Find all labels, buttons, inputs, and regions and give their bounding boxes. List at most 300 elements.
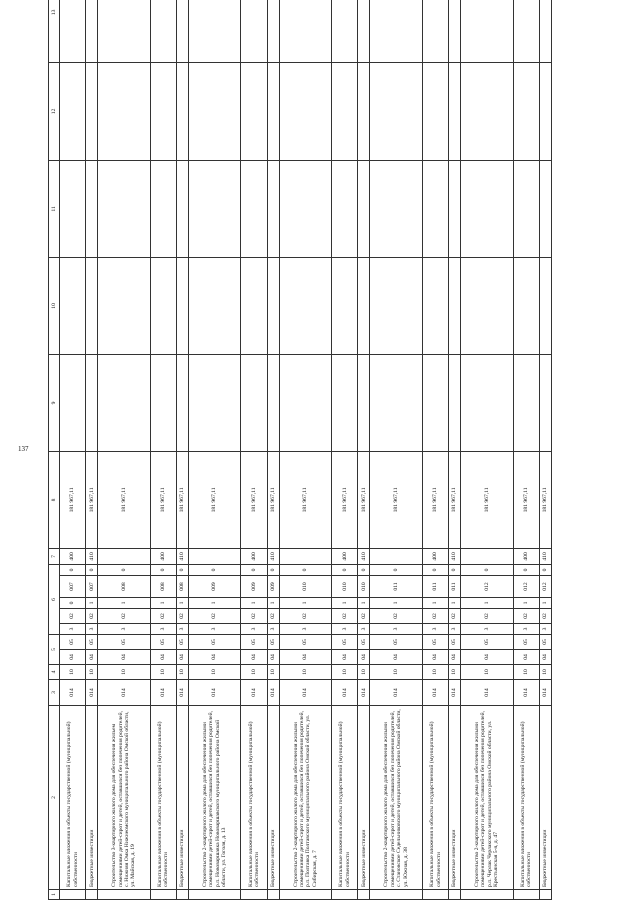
col-header-6: 6: [49, 564, 60, 634]
ministry-code-cell: 014: [461, 680, 514, 706]
row-index-cell: [422, 890, 448, 900]
item-name-cell: Строительство 3-квартирного жилого дома для обеспечения жильем помещениями детей-сирот и детей, оставшихся без попечения родителей, с. Нижняя Омка Нижнеомского муниципального района Омской области, ул. Майская, д. 19: [98, 706, 151, 890]
target-code-part-cell: 1: [86, 597, 98, 608]
target-code-part-cell: 1: [241, 597, 267, 608]
empty-cell: [267, 0, 279, 62]
target-code-part-cell: 0: [241, 564, 267, 575]
budget-table: [48, 0, 552, 900]
target-code-part-cell: 0: [60, 564, 86, 575]
empty-cell: [370, 257, 423, 354]
target-code-part-cell: 0: [86, 564, 98, 575]
empty-cell: [332, 0, 358, 62]
empty-cell: [86, 0, 98, 62]
expense-type-cell: [188, 548, 241, 564]
target-code-part-cell: 1: [422, 597, 448, 608]
target-code-part-cell: 05: [358, 634, 370, 649]
table-row: [539, 0, 551, 900]
col-header-10: 10: [49, 257, 60, 354]
target-code-part-cell: 009: [267, 575, 279, 597]
table-row: [188, 0, 241, 900]
table-row: [150, 0, 176, 900]
section-code-cell: 10: [177, 665, 189, 680]
target-code-part-cell: 1: [98, 597, 151, 608]
item-name-cell: Строительство 2-квартирного жилого дома для обеспечения жилыми помещениями детей-сирот и детей, оставшихся без попечения родителей, с. Становское Седельниковского муниципального района Омской области, ул. Южная, д. 38: [370, 706, 423, 890]
table-row: [86, 0, 98, 900]
expense-type-cell: 410: [358, 548, 370, 564]
target-code-part-cell: 009: [188, 575, 241, 597]
item-name-cell: Строительство 2-квартирного жилого дома для обеспечения жилыми помещениями детей-сирот и детей, оставшихся без попечения родителей, р.п. Полтавка Полтавского муниципального района Омской области, ул. Сибирская, д. 7: [279, 706, 332, 890]
empty-cell: [358, 354, 370, 451]
empty-cell: [241, 160, 267, 257]
target-code-part-cell: 05: [539, 634, 551, 649]
target-code-part-cell: 008: [98, 575, 151, 597]
empty-cell: [449, 0, 461, 62]
amount-cell: 181 967,11: [267, 451, 279, 548]
amount-cell: 181 967,11: [241, 451, 267, 548]
empty-cell: [422, 0, 448, 62]
col-header-4: 4: [49, 665, 60, 680]
empty-cell: [513, 62, 539, 160]
ministry-code-cell: 014: [358, 680, 370, 706]
empty-cell: [150, 160, 176, 257]
target-code-part-cell: 02: [422, 608, 448, 623]
col-header-7: 7: [49, 548, 60, 564]
ministry-code-cell: 014: [332, 680, 358, 706]
empty-cell: [279, 62, 332, 160]
section-code-cell: 10: [422, 665, 448, 680]
subsection-code-cell: 04: [86, 650, 98, 665]
target-code-part-cell: 3: [241, 623, 267, 634]
amount-cell: 181 967,11: [358, 451, 370, 548]
empty-cell: [461, 0, 514, 62]
empty-cell: [370, 160, 423, 257]
empty-cell: [60, 160, 86, 257]
subsection-code-cell: 04: [150, 650, 176, 665]
budget-table-rotated: [48, 9, 552, 900]
col-header-13: 13: [49, 0, 60, 62]
ministry-code-cell: 014: [279, 680, 332, 706]
empty-cell: [188, 62, 241, 160]
row-index-cell: [513, 890, 539, 900]
col-header-5: 5: [49, 634, 60, 664]
target-code-part-cell: 009: [241, 575, 267, 597]
empty-cell: [422, 62, 448, 160]
expense-type-cell: [461, 548, 514, 564]
target-code-part-cell: 3: [370, 623, 423, 634]
target-code-part-cell: 3: [539, 623, 551, 634]
empty-cell: [86, 354, 98, 451]
col-header-8: 8: [49, 451, 60, 548]
section-code-cell: 10: [513, 665, 539, 680]
target-code-part-cell: 3: [358, 623, 370, 634]
amount-cell: 181 967,11: [370, 451, 423, 548]
empty-cell: [279, 354, 332, 451]
target-code-part-cell: 05: [513, 634, 539, 649]
target-code-part-cell: 02: [188, 608, 241, 623]
ministry-code-cell: 014: [98, 680, 151, 706]
target-code-part-cell: 05: [279, 634, 332, 649]
table-row: [279, 0, 332, 900]
empty-cell: [422, 354, 448, 451]
ministry-code-cell: 014: [150, 680, 176, 706]
empty-cell: [449, 62, 461, 160]
expense-type-cell: 410: [539, 548, 551, 564]
empty-cell: [449, 354, 461, 451]
empty-cell: [241, 354, 267, 451]
row-index-cell: [358, 890, 370, 900]
subsection-code-cell: 04: [539, 650, 551, 665]
amount-cell: 181 967,11: [86, 451, 98, 548]
target-code-part-cell: 1: [188, 597, 241, 608]
target-code-part-cell: 05: [60, 634, 86, 649]
expense-type-cell: [279, 548, 332, 564]
target-code-part-cell: 3: [86, 623, 98, 634]
target-code-part-cell: 02: [279, 608, 332, 623]
item-name-cell: Капитальные вложения в объекты государственной (муниципальной) собственности: [332, 706, 358, 890]
target-code-part-cell: 008: [177, 575, 189, 597]
target-code-part-cell: 1: [279, 597, 332, 608]
target-code-part-cell: 1: [358, 597, 370, 608]
target-code-part-cell: 05: [370, 634, 423, 649]
empty-cell: [60, 257, 86, 354]
ministry-code-cell: 014: [370, 680, 423, 706]
expense-type-cell: 410: [86, 548, 98, 564]
target-code-part-cell: 3: [422, 623, 448, 634]
empty-cell: [86, 62, 98, 160]
empty-cell: [332, 62, 358, 160]
subsection-code-cell: 04: [188, 650, 241, 665]
empty-cell: [60, 62, 86, 160]
empty-cell: [241, 0, 267, 62]
item-name-cell: Бюджетные инвестиции: [449, 706, 461, 890]
empty-cell: [513, 0, 539, 62]
target-code-part-cell: 05: [267, 634, 279, 649]
section-code-cell: 10: [539, 665, 551, 680]
empty-cell: [539, 354, 551, 451]
target-code-part-cell: 1: [267, 597, 279, 608]
expense-type-cell: 400: [332, 548, 358, 564]
empty-cell: [370, 0, 423, 62]
target-code-part-cell: 3: [177, 623, 189, 634]
empty-cell: [358, 160, 370, 257]
target-code-part-cell: 0: [461, 564, 514, 575]
subsection-code-cell: 04: [370, 650, 423, 665]
empty-cell: [177, 354, 189, 451]
empty-cell: [267, 62, 279, 160]
empty-cell: [449, 257, 461, 354]
empty-cell: [241, 257, 267, 354]
empty-cell: [332, 354, 358, 451]
target-code-part-cell: 1: [449, 597, 461, 608]
target-code-part-cell: 011: [449, 575, 461, 597]
empty-cell: [539, 0, 551, 62]
section-code-cell: 10: [98, 665, 151, 680]
page-number: 137: [18, 445, 29, 453]
target-code-part-cell: 05: [332, 634, 358, 649]
target-code-part-cell: 0: [332, 564, 358, 575]
target-code-part-cell: 02: [513, 608, 539, 623]
expense-type-cell: 400: [241, 548, 267, 564]
table-row: [422, 0, 448, 900]
item-name-cell: Бюджетные инвестиции: [539, 706, 551, 890]
empty-cell: [86, 160, 98, 257]
table-row: [449, 0, 461, 900]
empty-cell: [98, 257, 151, 354]
amount-cell: 181 967,11: [513, 451, 539, 548]
target-code-part-cell: 0: [188, 564, 241, 575]
target-code-part-cell: 0: [177, 564, 189, 575]
empty-cell: [358, 257, 370, 354]
ministry-code-cell: 014: [86, 680, 98, 706]
amount-cell: 181 967,11: [60, 451, 86, 548]
target-code-part-cell: 05: [98, 634, 151, 649]
empty-cell: [98, 62, 151, 160]
ministry-code-cell: 014: [177, 680, 189, 706]
target-code-part-cell: 05: [422, 634, 448, 649]
empty-cell: [279, 160, 332, 257]
table-row: [370, 0, 423, 900]
expense-type-cell: 410: [177, 548, 189, 564]
table-row: [241, 0, 267, 900]
table-row: [461, 0, 514, 900]
target-code-part-cell: 02: [267, 608, 279, 623]
target-code-part-cell: 0: [150, 564, 176, 575]
empty-cell: [177, 257, 189, 354]
empty-cell: [539, 62, 551, 160]
target-code-part-cell: 05: [86, 634, 98, 649]
section-code-cell: 10: [370, 665, 423, 680]
subsection-code-cell: 04: [177, 650, 189, 665]
section-code-cell: 10: [241, 665, 267, 680]
section-code-cell: 10: [188, 665, 241, 680]
empty-cell: [332, 160, 358, 257]
row-index-cell: [279, 890, 332, 900]
target-code-part-cell: 3: [98, 623, 151, 634]
empty-cell: [539, 257, 551, 354]
target-code-part-cell: 0: [60, 597, 86, 608]
target-code-part-cell: 0: [279, 564, 332, 575]
target-code-part-cell: 3: [461, 623, 514, 634]
empty-cell: [358, 62, 370, 160]
amount-cell: 181 967,11: [188, 451, 241, 548]
empty-cell: [177, 62, 189, 160]
table-row: [60, 0, 86, 900]
target-code-part-cell: 3: [449, 623, 461, 634]
item-name-cell: Капитальные вложения в объекты государственной (муниципальной) собственности: [513, 706, 539, 890]
col-header-12: 12: [49, 62, 60, 160]
target-code-part-cell: 0: [449, 564, 461, 575]
section-code-cell: 10: [449, 665, 461, 680]
row-index-cell: [241, 890, 267, 900]
expense-type-cell: 400: [513, 548, 539, 564]
empty-cell: [188, 160, 241, 257]
target-code-part-cell: 0: [358, 564, 370, 575]
expense-type-cell: [98, 548, 151, 564]
empty-cell: [60, 354, 86, 451]
target-code-part-cell: 007: [60, 575, 86, 597]
target-code-part-cell: 02: [449, 608, 461, 623]
section-code-cell: 10: [279, 665, 332, 680]
target-code-part-cell: 007: [86, 575, 98, 597]
ministry-code-cell: 014: [513, 680, 539, 706]
empty-cell: [513, 354, 539, 451]
table-body: [60, 0, 552, 900]
section-code-cell: 10: [60, 665, 86, 680]
target-code-part-cell: 05: [188, 634, 241, 649]
target-code-part-cell: 02: [98, 608, 151, 623]
item-name-cell: Бюджетные инвестиции: [177, 706, 189, 890]
expense-type-cell: [370, 548, 423, 564]
empty-cell: [422, 257, 448, 354]
target-code-part-cell: 3: [267, 623, 279, 634]
empty-cell: [177, 160, 189, 257]
row-index-cell: [177, 890, 189, 900]
target-code-part-cell: 1: [150, 597, 176, 608]
target-code-part-cell: 3: [150, 623, 176, 634]
empty-cell: [188, 0, 241, 62]
empty-cell: [188, 354, 241, 451]
subsection-code-cell: 04: [241, 650, 267, 665]
empty-cell: [279, 0, 332, 62]
section-code-cell: 10: [267, 665, 279, 680]
target-code-part-cell: 02: [241, 608, 267, 623]
item-name-cell: Строительство 2-квартирного жилого дома для обеспечения жилыми помещениями детей-сирот и детей, оставшихся без попечения родителей, р.п. Черлак Черлакского муниципального района Омской области, ул. Крестьянская 5-я, д. 47: [461, 706, 514, 890]
target-code-part-cell: 1: [370, 597, 423, 608]
target-code-part-cell: 1: [332, 597, 358, 608]
row-index-cell: [60, 890, 86, 900]
table-row: [177, 0, 189, 900]
amount-cell: 181 967,11: [539, 451, 551, 548]
target-code-part-cell: 02: [332, 608, 358, 623]
empty-cell: [422, 160, 448, 257]
target-code-part-cell: 011: [422, 575, 448, 597]
table-row: [358, 0, 370, 900]
empty-cell: [461, 62, 514, 160]
amount-cell: 181 967,11: [461, 451, 514, 548]
row-index-cell: [98, 890, 151, 900]
table-row: [332, 0, 358, 900]
empty-cell: [358, 0, 370, 62]
target-code-part-cell: 1: [539, 597, 551, 608]
ministry-code-cell: 014: [267, 680, 279, 706]
ministry-code-cell: 014: [188, 680, 241, 706]
subsection-code-cell: 04: [513, 650, 539, 665]
empty-cell: [267, 354, 279, 451]
col-header-9: 9: [49, 354, 60, 451]
expense-type-cell: 400: [150, 548, 176, 564]
subsection-code-cell: 04: [267, 650, 279, 665]
empty-cell: [449, 160, 461, 257]
subsection-code-cell: 04: [279, 650, 332, 665]
subsection-code-cell: 04: [422, 650, 448, 665]
target-code-part-cell: 02: [358, 608, 370, 623]
budget-table-frame: [48, 9, 552, 900]
row-index-cell: [449, 890, 461, 900]
amount-cell: 181 967,11: [422, 451, 448, 548]
empty-cell: [267, 257, 279, 354]
empty-cell: [513, 257, 539, 354]
empty-cell: [98, 0, 151, 62]
expense-type-cell: 400: [422, 548, 448, 564]
target-code-part-cell: 1: [461, 597, 514, 608]
subsection-code-cell: 04: [332, 650, 358, 665]
subsection-code-cell: 04: [98, 650, 151, 665]
target-code-part-cell: 010: [332, 575, 358, 597]
ministry-code-cell: 014: [60, 680, 86, 706]
row-index-cell: [461, 890, 514, 900]
target-code-part-cell: 1: [513, 597, 539, 608]
section-code-cell: 10: [461, 665, 514, 680]
target-code-part-cell: 02: [60, 608, 86, 623]
amount-cell: 181 967,11: [98, 451, 151, 548]
empty-cell: [150, 62, 176, 160]
section-code-cell: 10: [86, 665, 98, 680]
expense-type-cell: 400: [60, 548, 86, 564]
section-code-cell: 10: [150, 665, 176, 680]
empty-cell: [279, 257, 332, 354]
empty-cell: [86, 257, 98, 354]
amount-cell: 181 967,11: [177, 451, 189, 548]
target-code-part-cell: 0: [422, 564, 448, 575]
amount-cell: 181 967,11: [332, 451, 358, 548]
empty-cell: [150, 257, 176, 354]
target-code-part-cell: 011: [370, 575, 423, 597]
amount-cell: 181 967,11: [150, 451, 176, 548]
target-code-part-cell: 02: [177, 608, 189, 623]
item-name-cell: Строительство 2-квартирного жилого дома для обеспечения жилыми помещениями детей-сирот и детей, оставшихся без попечения родителей, р.п. Нововаршавка Нововаршавского муниципального района Омской области, ул. Гоголя, д. 13: [188, 706, 241, 890]
empty-cell: [177, 0, 189, 62]
target-code-part-cell: 010: [279, 575, 332, 597]
target-code-part-cell: 05: [241, 634, 267, 649]
item-name-cell: Капитальные вложения в объекты государственной (муниципальной) собственности: [150, 706, 176, 890]
target-code-part-cell: 010: [358, 575, 370, 597]
table-row: [267, 0, 279, 900]
col-header-1: 1: [49, 890, 60, 900]
table-row: [98, 0, 151, 900]
col-header-2: 2: [49, 706, 60, 890]
row-index-cell: [188, 890, 241, 900]
subsection-code-cell: 04: [60, 650, 86, 665]
amount-cell: 181 967,11: [279, 451, 332, 548]
target-code-part-cell: 05: [461, 634, 514, 649]
target-code-part-cell: 02: [539, 608, 551, 623]
empty-cell: [98, 354, 151, 451]
target-code-part-cell: 012: [461, 575, 514, 597]
item-name-cell: Бюджетные инвестиции: [267, 706, 279, 890]
empty-cell: [539, 160, 551, 257]
item-name-cell: Капитальные вложения в объекты государственной (муниципальной) собственности: [241, 706, 267, 890]
column-number-row: [49, 0, 60, 900]
target-code-part-cell: 05: [177, 634, 189, 649]
row-index-cell: [370, 890, 423, 900]
section-code-cell: 10: [358, 665, 370, 680]
subsection-code-cell: 04: [449, 650, 461, 665]
target-code-part-cell: 3: [513, 623, 539, 634]
ministry-code-cell: 014: [539, 680, 551, 706]
empty-cell: [332, 257, 358, 354]
expense-type-cell: 410: [267, 548, 279, 564]
empty-cell: [461, 354, 514, 451]
row-index-cell: [332, 890, 358, 900]
empty-cell: [370, 62, 423, 160]
target-code-part-cell: 008: [150, 575, 176, 597]
empty-cell: [150, 0, 176, 62]
empty-cell: [461, 160, 514, 257]
subsection-code-cell: 04: [358, 650, 370, 665]
section-code-cell: 10: [332, 665, 358, 680]
row-index-cell: [539, 890, 551, 900]
target-code-part-cell: 02: [370, 608, 423, 623]
